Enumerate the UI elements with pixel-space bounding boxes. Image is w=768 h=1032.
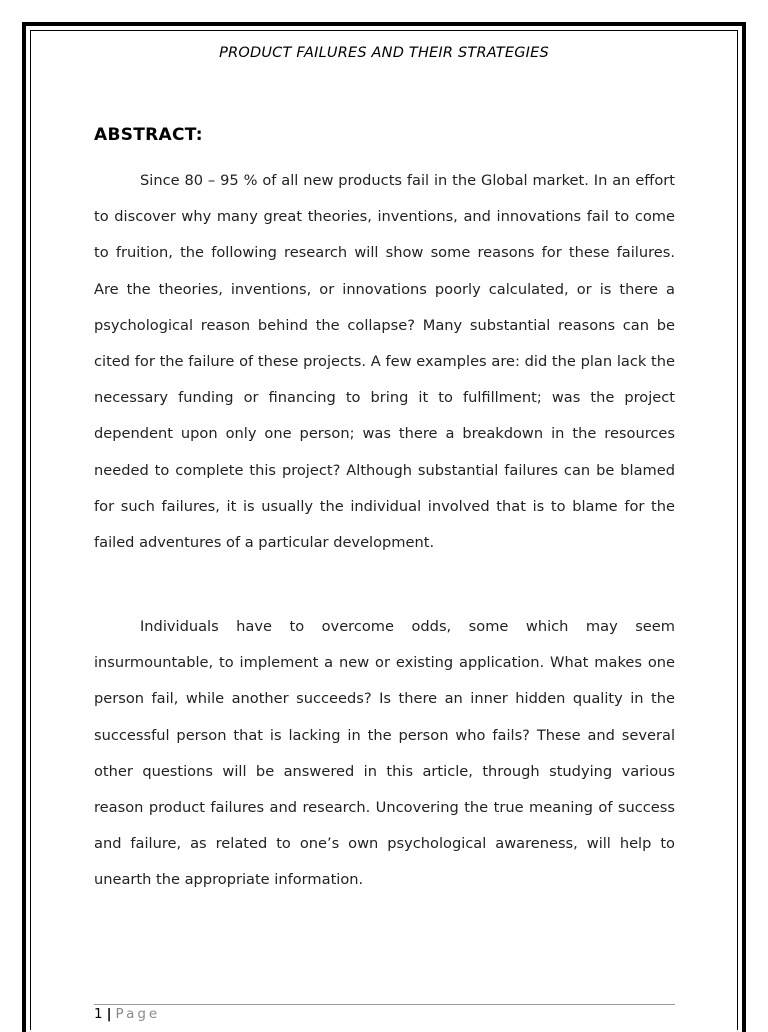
footer-separator: | xyxy=(106,1006,112,1022)
document-title: PRODUCT FAILURES AND THEIR STRATEGIES xyxy=(219,45,549,61)
footer-divider xyxy=(94,1004,675,1005)
abstract-heading: ABSTRACT: xyxy=(94,125,203,145)
page-label: Page xyxy=(115,1006,161,1022)
page-footer xyxy=(94,1006,160,1022)
abstract-paragraph-1: Since 80 – 95 % of all new products fail in the Global market. In an effort to discover why many great theories, inventions, and innovations fail to come to fruition, the following research will show some reasons for these failures. Are the theories, inventions, or innovations poorly calculated, or is there a psychological reason behind the collapse? Many substantial reasons can be cited for the failure of these projects. A few examples are: did the plan lack the necessary funding or financing to bring it to fulfillment; was the project dependent upon only one person; was there a breakdown in the resources needed to complete this project? Although substantial failures can be blamed for such failures, it is usually the individual involved that is to blame for the failed adventures of a particular development. xyxy=(94,172,675,552)
page-number: 1 xyxy=(94,1006,103,1022)
abstract-paragraph-2: Individuals have to overcome odds, some which may seem insurmountable, to implement a new or existing application. What makes one person fail, while another succeeds? Is there an inner hidden quality in the successful person that is lacking in the person who fails? These and several other questions will be answered in this article, through studying various reason product failures and research. Uncovering the true meaning of success and failure, as related to one’s own psychological awareness, will help to unearth the appropriate information. xyxy=(94,618,675,889)
